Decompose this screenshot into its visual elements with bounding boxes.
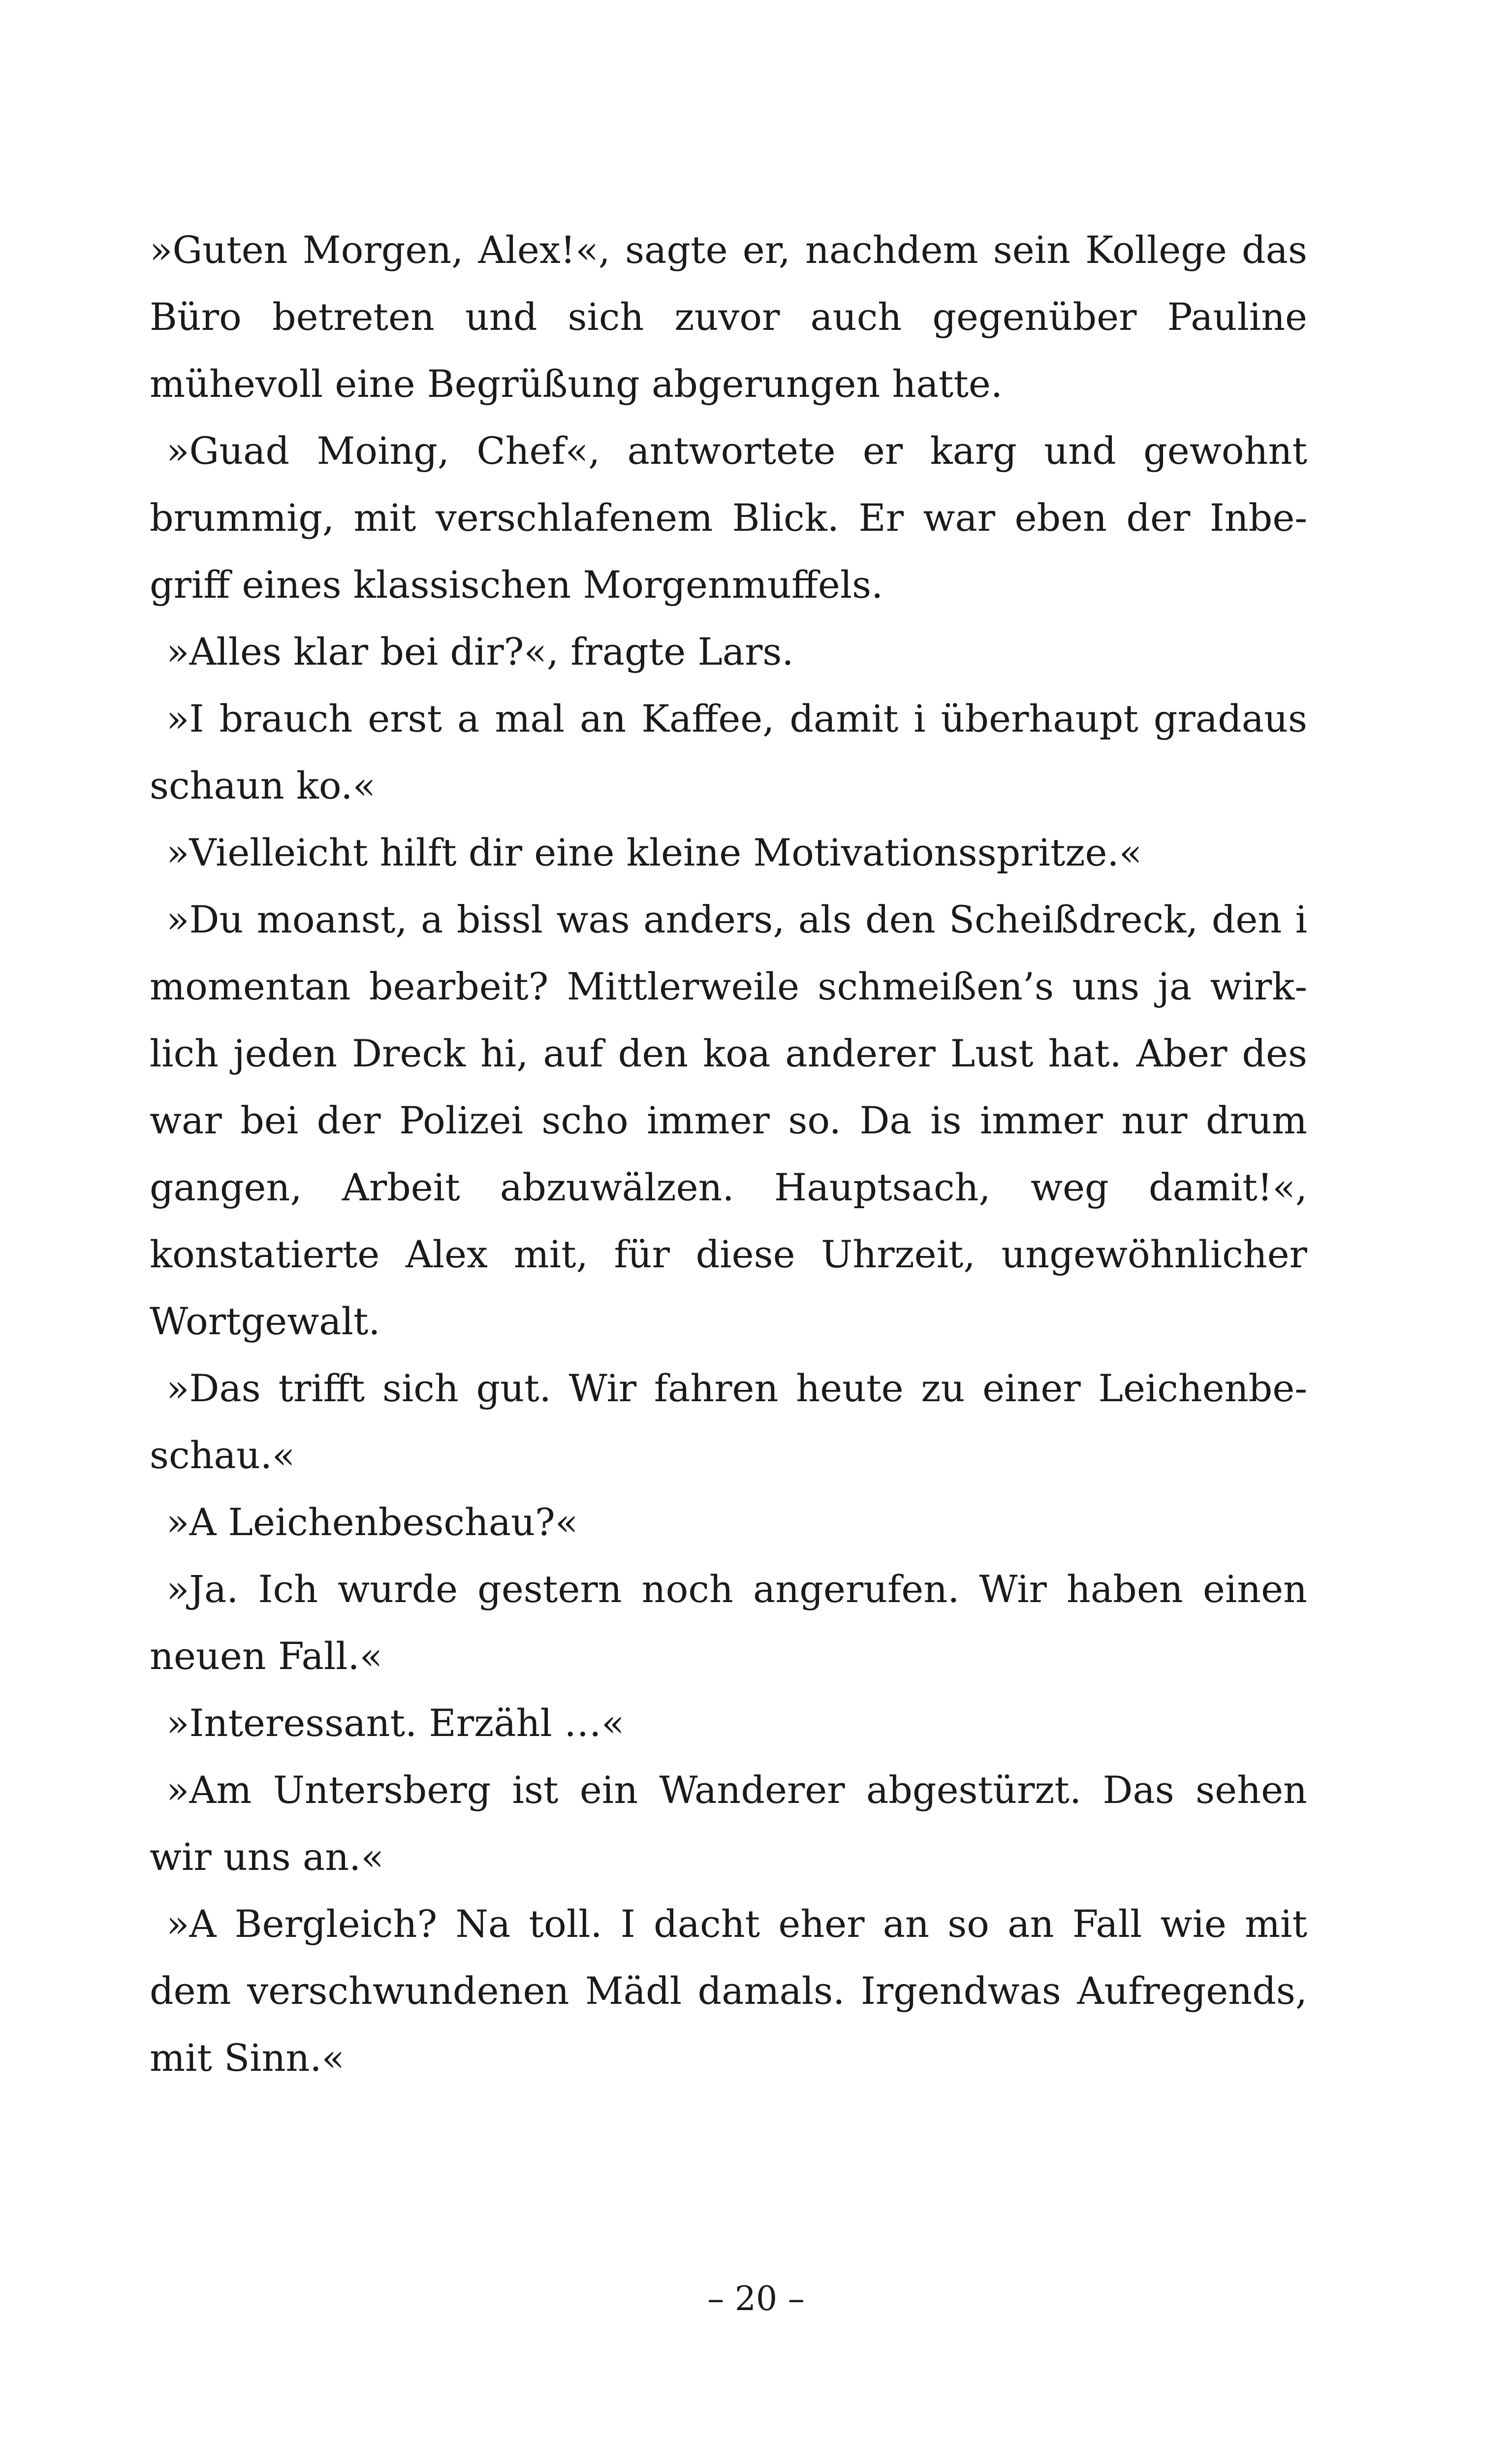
paragraph-4: »I brauch erst a mal an Kaffee, damit i überhaupt gradaus schaun ko.« xyxy=(150,697,1307,807)
paragraph-11: »Am Untersberg ist ein Wanderer abgestürzt. Das sehen wir uns an.« xyxy=(150,1768,1307,1879)
paragraph-1: »Guten Morgen, Alex!«, sagte er, nachdem sein Kollege das Büro betreten und sich zuvor auch gegenüber Pauline mühevoll eine Begrüßung abgerungen hatte. xyxy=(150,228,1307,406)
paragraph-12: »A Bergleich? Na toll. I dacht eher an so an Fall wie mit dem verschwundenen Mädl damals. Irgendwas Aufregends, mit Sinn.« xyxy=(150,1902,1307,2080)
paragraph-9: »Ja. Ich wurde gestern noch angerufen. Wir haben einen neuen Fall.« xyxy=(150,1567,1307,1678)
paragraph-5: »Vielleicht hilft dir eine kleine Motivationsspritze.« xyxy=(166,831,1142,874)
paragraph-8: »A Leichenbeschau?« xyxy=(166,1500,578,1544)
paragraph-10: »Interessant. Erzähl …« xyxy=(166,1701,625,1745)
body-text xyxy=(150,217,1307,2091)
page-number: – 20 – xyxy=(707,2280,805,2318)
paragraph-3: »Alles klar bei dir?«, fragte Lars. xyxy=(166,630,794,674)
paragraph-2: »Guad Moing, Chef«, antwortete er karg und gewohnt brummig, mit verschlafenem Blick. Er war eben der Inbegriff eines klassischen Morgenmuffels. xyxy=(150,429,1307,607)
paragraph-7: »Das trifft sich gut. Wir fahren heute zu einer Leichenbeschau.« xyxy=(150,1366,1307,1477)
paragraph-6: »Du moanst, a bissl was anders, als den Scheißdreck, den i momentan bearbeit? Mittlerweile schmeißen’s uns ja wirklich jeden Dreck hi, auf den koa anderer Lust hat. Aber des war bei der Polizei scho immer so. Da is immer nur drum gangen, Arbeit abzuwälzen. Hauptsach, weg damit!«, konstatierte Alex mit, für diese Uhrzeit, ungewöhnlicher Wortgewalt. xyxy=(150,898,1307,1343)
